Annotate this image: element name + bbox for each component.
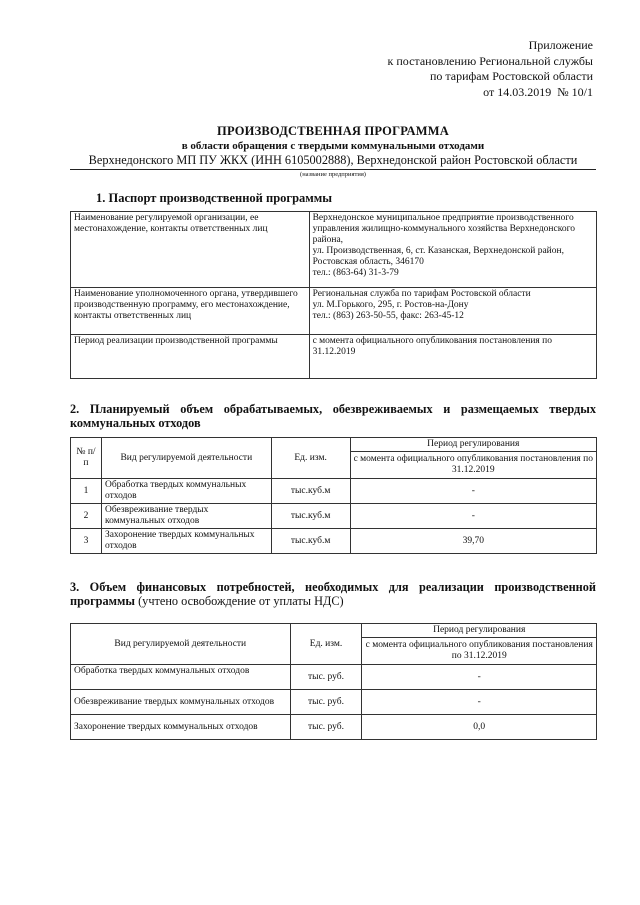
row-unit: тыс. руб. bbox=[290, 690, 362, 715]
appendix-line: к постановлению Региональной службы bbox=[387, 53, 593, 68]
row-value: - bbox=[362, 690, 597, 715]
organization-note: (название предприятия) bbox=[300, 171, 366, 178]
row-num: 2 bbox=[71, 504, 102, 529]
appendix-line: от 14.03.2019 № 10/1 bbox=[483, 84, 593, 99]
section3-heading-bold: 3. Объем финансовых потребностей, необходимых для реализации производственной программы bbox=[70, 580, 596, 608]
row-activity: Захоронение твердых коммунальных отходов bbox=[101, 529, 271, 554]
row-value: 39,70 bbox=[350, 529, 596, 554]
header-period: Период регулирования bbox=[362, 624, 597, 638]
table-row bbox=[71, 715, 597, 740]
row-value: - bbox=[362, 665, 597, 690]
table-row bbox=[71, 665, 597, 690]
table-header-row bbox=[71, 438, 597, 452]
row-activity: Обезвреживание твердых коммунальных отходов bbox=[71, 690, 291, 715]
row-value: - bbox=[350, 479, 596, 504]
passport-table bbox=[70, 211, 597, 379]
row-activity: Захоронение твердых коммунальных отходов bbox=[71, 715, 291, 740]
title-block bbox=[70, 124, 596, 178]
header-activity: Вид регулируемой деятельности bbox=[71, 624, 291, 665]
passport-value-line: с момента официального опубликования постановления по 31.12.2019 bbox=[312, 336, 552, 357]
row-unit: тыс.куб.м bbox=[271, 504, 350, 529]
appendix-line: Приложение bbox=[528, 38, 593, 52]
row-value: - bbox=[350, 504, 596, 529]
section3-heading-note: (учтено освобождение от уплаты НДС) bbox=[135, 594, 344, 608]
row-num: 3 bbox=[71, 529, 102, 554]
header-period-sub: с момента официального опубликования постановления по 31.12.2019 bbox=[362, 638, 597, 665]
passport-label: Наименование уполномоченного органа, утвердившего производственную программу, его местонахождение, контакты ответственных лиц bbox=[71, 288, 310, 335]
finance-table bbox=[70, 623, 597, 740]
table-row bbox=[71, 212, 597, 288]
passport-value bbox=[309, 212, 596, 288]
table-header-row bbox=[71, 624, 597, 638]
passport-value-line: тел.: (863-64) 31-3-79 bbox=[312, 268, 399, 278]
organization-name: Верхнедонского МП ПУ ЖКХ (ИНН 6105002888), Верхнедонской район Ростовской области bbox=[70, 153, 596, 170]
row-activity: Обработка твердых коммунальных отходов bbox=[101, 479, 271, 504]
appendix-block bbox=[388, 38, 593, 100]
header-unit: Ед. изм. bbox=[290, 624, 362, 665]
passport-value bbox=[309, 335, 596, 379]
row-unit: тыс. руб. bbox=[290, 665, 362, 690]
passport-label: Наименование регулируемой организации, ее местонахождение, контакты ответственных лиц bbox=[71, 212, 310, 288]
section2-heading: 2. Планируемый объем обрабатываемых, обезвреживаемых и размещаемых твердых коммунальных отходов bbox=[70, 402, 596, 430]
passport-value-line: ул. Производственная, 6, ст. Казанская, Верхнедонской район, Ростовская область, 346170 bbox=[312, 246, 564, 267]
header-activity: Вид регулируемой деятельности bbox=[101, 438, 271, 479]
header-period: Период регулирования bbox=[350, 438, 596, 452]
table-row bbox=[71, 529, 597, 554]
volume-table bbox=[70, 437, 597, 554]
row-unit: тыс. руб. bbox=[290, 715, 362, 740]
table-row bbox=[71, 479, 597, 504]
table-row bbox=[71, 504, 597, 529]
row-unit: тыс.куб.м bbox=[271, 529, 350, 554]
header-period-sub: с момента официального опубликования постановления по 31.12.2019 bbox=[350, 452, 596, 479]
passport-value-line: ул. М.Горького, 295, г. Ростов-на-Дону bbox=[312, 300, 469, 310]
row-num: 1 bbox=[71, 479, 102, 504]
document-subtitle: в области обращения с твердыми коммунальными отходами bbox=[181, 140, 485, 152]
section3-heading bbox=[70, 580, 596, 608]
row-value: 0,0 bbox=[362, 715, 597, 740]
passport-label: Период реализации производственной программы bbox=[71, 335, 310, 379]
section1-heading: 1. Паспорт производственной программы bbox=[96, 191, 333, 205]
row-unit: тыс.куб.м bbox=[271, 479, 350, 504]
header-unit: Ед. изм. bbox=[271, 438, 350, 479]
appendix-line: по тарифам Ростовской области bbox=[429, 69, 593, 83]
row-activity: Обезвреживание твердых коммунальных отходов bbox=[101, 504, 271, 529]
header-num: № п/п bbox=[71, 438, 102, 479]
document-title: ПРОИЗВОДСТВЕННАЯ ПРОГРАММА bbox=[217, 124, 449, 138]
table-row bbox=[71, 288, 597, 335]
passport-value-line: Верхнедонское муниципальное предприятие производственного управления жилищно-коммунального хозяйства Верхнедонского района, bbox=[312, 213, 575, 245]
table-row bbox=[71, 335, 597, 379]
passport-value bbox=[309, 288, 596, 335]
passport-value-line: Региональная служба по тарифам Ростовской области bbox=[312, 289, 531, 299]
table-row bbox=[71, 690, 597, 715]
passport-value-line: тел.: (863) 263-50-55, факс: 263-45-12 bbox=[312, 311, 464, 321]
row-activity: Обработка твердых коммунальных отходов bbox=[71, 665, 291, 690]
